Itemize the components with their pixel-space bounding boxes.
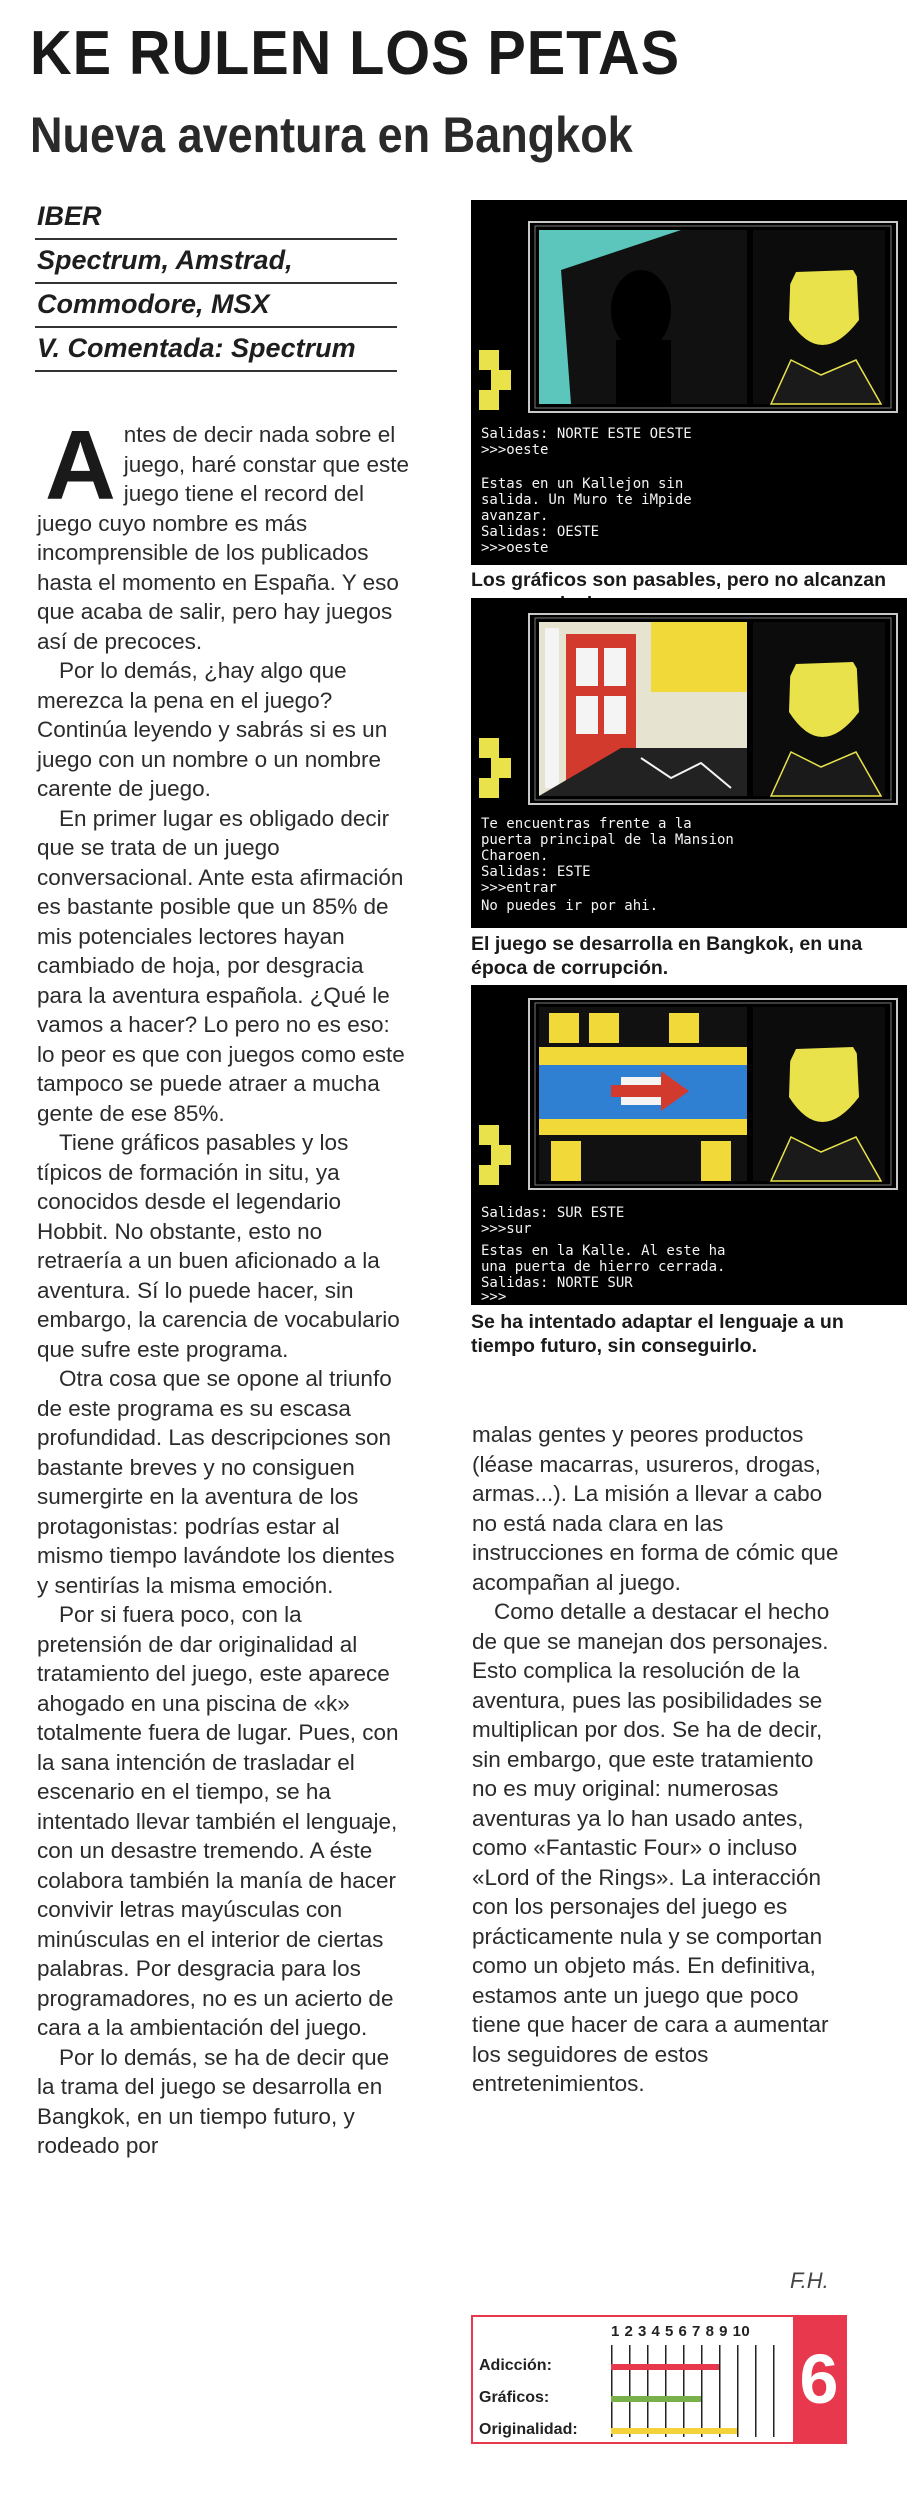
game-screenshot-1 [471,200,907,565]
terminal-line: >>> [481,1289,507,1305]
author-signature: F.H. [790,2268,829,2293]
rating-label-originalidad: Originalidad: [479,2421,578,2438]
article-column-left [37,410,409,2161]
article-subtitle: Nueva aventura en Bangkok [30,107,633,163]
terminal-line: puerta principal de la Mansion [481,832,734,848]
paragraph: Por si fuera poco, con la pretensión de dar originalidad al tratamiento del juego, este aparece ahogado en una piscina de «k» totalmente fuera de lugar. Pues, con la sana intención de trasladar el escenario en el tiempo, se ha intentado llevar también el lenguaje, con un desastre tremendo. A éste colabora también la manía de hacer convivir letras mayúsculas con minúsculas en el interior de ciertas palabras. Por desgracia para los programadores, no es un acierto de cara a la ambientación del juego. [37,1602,399,2040]
systems-line-1: Spectrum, Amstrad, [35,240,397,284]
game-screenshot-3 [471,985,907,1305]
screenshot-3-caption: Se ha intentado adaptar el lenguaje a un tiempo futuro, sin conseguirlo. [471,1311,844,1357]
rating-bar-originalidad [611,2428,737,2434]
reviewed-version: V. Comentada: Spectrum [35,328,397,372]
screenshot-3-image [471,985,907,1305]
rating-label-adiccion: Adicción: [479,2357,552,2374]
paragraph: Tiene gráficos pasables y los típicos de formación in situ, ya conocidos desde el legendario Hobbit. No obstante, esto no retraería a un buen aficionado a la aventura. Sí lo puede hacer, sin embargo, la carencia de vocabulario que sufre este programa. [37,1130,400,1362]
paragraph: En primer lugar es obligado decir que se trata de un juego conversacional. Ante esta afirmación es bastante posible que un 85% de mis potenciales lectores hayan cambiado de hoja, por desgracia para la aventura española. ¿Qué le vamos a hacer? Lo pero no es eso: lo peor es que con juegos como este tampoco se puede atraer a mucha gente de ese 85%. [37,805,405,1126]
publisher: IBER [35,196,397,240]
rating-bar-adiccion [611,2364,719,2370]
terminal-line: avanzar. [481,508,549,524]
article-title: KE RULEN LOS PETAS [30,19,680,88]
paragraph: Como detalle a destacar el hecho de que se manejan dos personajes. Esto complica la resolución de la aventura, pues las posibilidades se multiplican por dos. Se ha de decir, sin embargo, que este tratamiento no es muy original: numerosas aventuras ya lo han usado antes, como «Fantastic Four» o incluso «Lord of the Rings». La interacción con los personajes del juego es prácticamente nula y se comportan como un objeto más. En definitiva, estamos ante un juego que poco tiene que hacer de cara a aumentar los seguidores de estos entretenimientos. [472,1599,830,2096]
paragraph: Por lo demás, ¿hay algo que merezca la pena en el juego? Continúa leyendo y sabrás si es un juego con un nombre o un nombre carente de juego. [37,658,388,801]
terminal-line: salida. Un Muro te iMpide [481,492,692,508]
terminal-line: Te encuentras frente a la [481,816,692,832]
terminal-line: No puedes ir por ahi. [481,898,659,914]
terminal-line: Salidas: NORTE SUR [481,1275,633,1291]
terminal-line: Estas en un Kallejon sin [481,476,684,492]
terminal-line: >>>oeste [481,540,549,556]
screenshot-2-caption: El juego se desarrolla en Bangkok, en una época de corrupción. [471,933,863,979]
paragraph: Por lo demás, se ha de decir que la trama del juego se desarrolla en Bangkok, en un tiempo futuro, y rodeado por [37,2044,390,2158]
systems-line-2: Commodore, MSX [35,284,397,328]
terminal-line: Salidas: SUR ESTE [481,1205,625,1221]
screenshot-1-caption: Los gráficos son pasables, pero no alcanzan [471,569,887,591]
paragraph: Otra cosa que se opone al triunfo de este programa es su escasa profundidad. Las descripciones son bastante breves y no consiguen sumergirte en la aventura de los protagonistas: podrías estar al mismo tiempo lavándote los dientes y sentirías la misma emoción. [37,1366,395,1598]
article-column-right [472,1420,842,2099]
screenshot-2-image [471,598,907,928]
overall-score: 6 [793,2317,845,2442]
terminal-line: Estas en la Kalle. Al este ha [481,1243,726,1259]
rating-label-graficos: Gráficos: [479,2389,550,2406]
drop-cap: A [45,410,116,520]
rating-scale: 1 2 3 4 5 6 7 8 9 10 [611,2323,751,2340]
terminal-line: Salidas: OESTE [481,524,600,540]
terminal-line: >>>entrar [481,880,557,896]
terminal-line: Salidas: NORTE ESTE OESTE [481,426,692,442]
paragraph: malas gentes y peores productos (léase macarras, usureros, drogas, armas...). La misión a llevar a cabo no está nada clara en las instrucciones en forma de cómic que acompañan al juego. [472,1422,839,1595]
rating-grid [611,2345,791,2437]
rating-box [471,2315,847,2444]
screenshot-1-image [471,200,907,565]
rating-bar-graficos [611,2396,701,2402]
game-info-box [35,196,397,372]
terminal-line: >>>sur [481,1221,532,1237]
terminal-line: una puerta de hierro cerrada. [481,1259,726,1275]
terminal-line: Salidas: ESTE [481,864,591,880]
terminal-line: Charoen. [481,848,549,864]
terminal-line: >>>oeste [481,442,549,458]
paragraph: Antes de decir nada sobre el juego, haré constar que este juego tiene el record del juego cuyo nombre es más incomprensible de los publicados hasta el momento en España. Y eso que acaba de salir, pero hay juegos así de precoces. [37,410,409,654]
game-screenshot-2 [471,598,907,928]
